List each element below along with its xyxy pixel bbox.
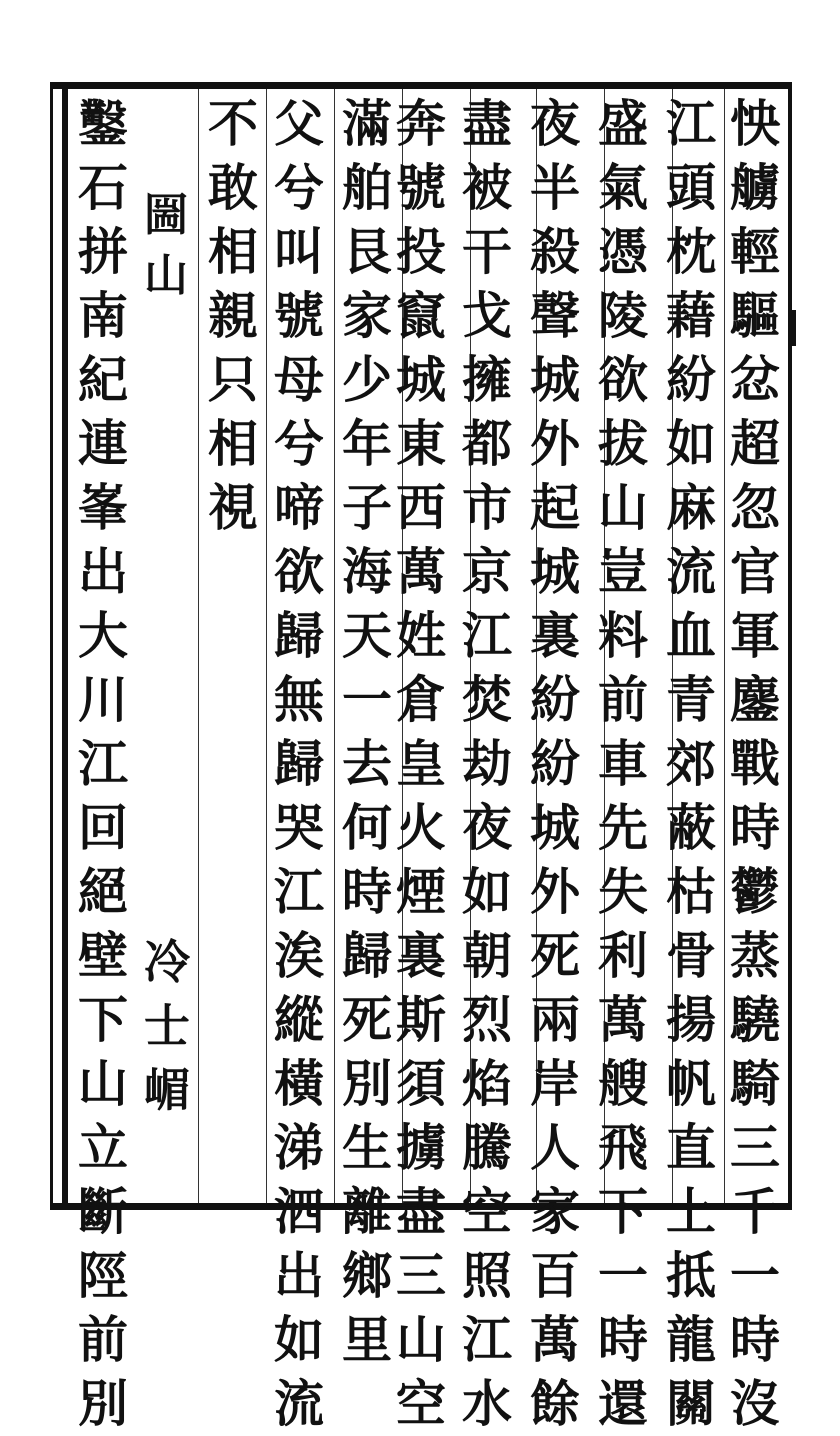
text-column-3: 盛 氣 憑 陵 欲 拔 山 豈 料 前 車 先 失 利 萬 艘 飛 下 一 時 還	[598, 94, 648, 1433]
text-column-8: 父 兮 叫 號 母 兮 啼 欲 歸 無 歸 哭 江 涘 縱 橫 涕 泗 出 如 流	[274, 94, 324, 1433]
edge-mark	[790, 310, 796, 346]
text-column-2: 江 頭 枕 藉 紛 如 麻 流 血 青 郊 蔽 枯 骨 揚 帆 直 上 抵 龍 關	[666, 94, 716, 1433]
text-column-7: 滿 舶 艮 家 少 年 子 海 天 一 去 何 時 歸 死 別 生 離 鄉 里	[342, 94, 392, 1369]
text-column-9: 不 敢 相 親 只 相 視	[208, 94, 258, 537]
text-column-4: 夜 半 殺 聲 城 外 起 城 裏 紛 紛 城 外 死 兩 岸 人 家 百 萬 餘	[530, 94, 580, 1433]
frame-left-inner-rule	[62, 89, 68, 1203]
poem-author: 冷 士 嵋	[144, 935, 190, 1117]
frame-left-outer-rule	[50, 82, 53, 1210]
text-column-5: 盡 被 干 戈 擁 都 市 京 江 焚 劫 夜 如 朝 烈 焰 騰 空 照 江 水	[462, 94, 512, 1433]
next-poem-column: 鑿 石 拼 南 紀 連 峯 出 大 川 江 回 絕 壁 下 山 立 斷 陘 前 別	[78, 94, 128, 1433]
poem-title: 圌 山	[144, 190, 188, 301]
frame-right-rule	[788, 82, 792, 1210]
text-column-6: 奔 號 投 竄 城 東 西 萬 姓 倉 皇 火 煙 裏 斯 須 擄 盡 三 山 空	[396, 94, 446, 1433]
frame-top-rule	[50, 82, 792, 89]
text-column-1: 怏 艣 輕 驅 忿 超 忽 官 軍 鏖 戰 時 鬱 蒸 驍 騎 三 千 一 時 沒	[730, 94, 780, 1433]
